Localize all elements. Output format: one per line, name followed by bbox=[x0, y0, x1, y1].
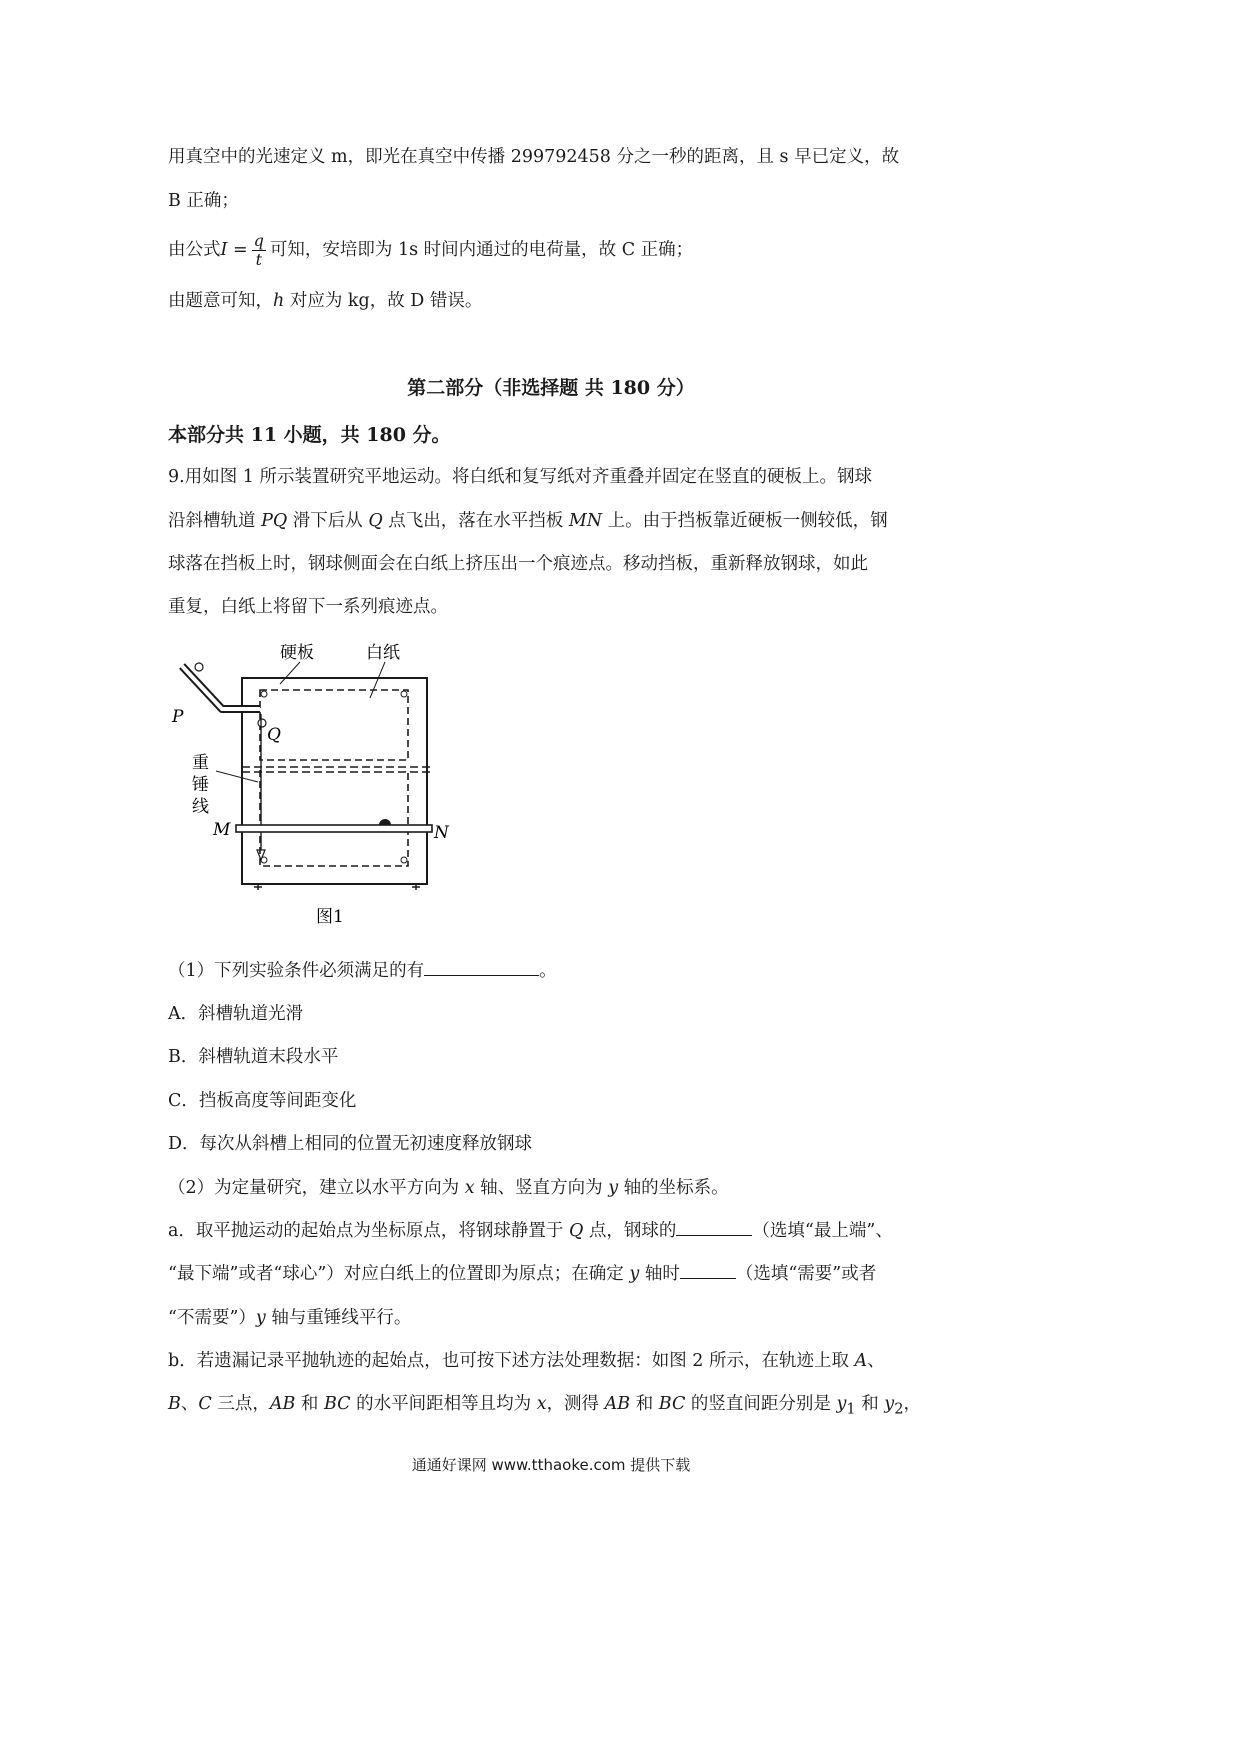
board-pointer bbox=[280, 662, 300, 684]
plumb-pointer bbox=[216, 771, 258, 782]
text: 和 bbox=[630, 1394, 659, 1414]
plumb-bob-icon bbox=[257, 850, 265, 860]
var: Q bbox=[368, 511, 383, 531]
text: （1）下列实验条件必须满足的有 bbox=[168, 961, 425, 981]
text: （2）为定量研究，建立以水平方向为 bbox=[168, 1178, 465, 1198]
text: 、 bbox=[180, 1394, 199, 1414]
numerator: q bbox=[253, 231, 264, 250]
fraction bbox=[252, 232, 266, 269]
label-xian: 线 bbox=[192, 797, 209, 817]
text: ，测得 bbox=[546, 1394, 605, 1414]
text: 点飞出，落在水平挡板 bbox=[382, 511, 569, 531]
text: = bbox=[227, 240, 248, 260]
text: “最下端”或者“球心”）对应白纸上的位置即为原点；在确定 bbox=[168, 1264, 630, 1284]
ball-on-baffle-icon bbox=[379, 819, 391, 825]
ball-exit-icon bbox=[258, 719, 266, 727]
ball-start-icon bbox=[195, 663, 203, 671]
text: （选填“需要”或者 bbox=[735, 1264, 877, 1284]
subscript: 2 bbox=[894, 1400, 904, 1418]
paper-pointer bbox=[370, 662, 385, 698]
text: 三点， bbox=[211, 1394, 270, 1414]
q9-line-3: 球落在挡板上时，钢球侧面会在白纸上挤压出一个痕迹点。移动挡板，重新释放钢球，如此 bbox=[168, 554, 868, 574]
text: 由题意可知， bbox=[168, 291, 273, 311]
track-pq bbox=[182, 666, 260, 709]
text: a．取平抛运动的起始点为坐标原点，将钢球静置于 bbox=[168, 1221, 569, 1241]
sub2-a-line-3 bbox=[168, 1306, 411, 1330]
var: AB bbox=[269, 1394, 296, 1414]
footer-credit: 通通好课网 www.tthaoke.com 提供下载 bbox=[411, 1456, 691, 1474]
subscript: 1 bbox=[846, 1400, 856, 1418]
option-a: A．斜槽轨道光滑 bbox=[168, 1004, 304, 1024]
answer-line-4 bbox=[168, 289, 482, 313]
sub2-a-line-2 bbox=[168, 1262, 876, 1286]
text: 沿斜槽轨道 bbox=[168, 511, 262, 531]
text: 的水平间距相等且均为 bbox=[350, 1394, 537, 1414]
var: Q bbox=[569, 1221, 584, 1241]
var: MN bbox=[568, 511, 603, 531]
text: ， bbox=[903, 1394, 921, 1414]
var: x bbox=[464, 1178, 475, 1198]
option-c: C．挡板高度等间距变化 bbox=[168, 1091, 357, 1111]
paper-outline bbox=[260, 690, 408, 760]
var: y bbox=[608, 1178, 619, 1198]
text: 轴与重锤线平行。 bbox=[265, 1308, 412, 1328]
text: 可知，安培即为 1s 时间内通过的电荷量，故 C 正确； bbox=[269, 240, 694, 260]
text: 滑下后从 bbox=[287, 511, 369, 531]
var: B bbox=[168, 1394, 181, 1414]
figure-caption: 图1 bbox=[316, 907, 344, 927]
baffle-mn bbox=[236, 825, 432, 832]
answer-line-3 bbox=[168, 232, 693, 269]
label-n: N bbox=[434, 823, 449, 843]
text: 上。由于挡板靠近硬板一侧较低，钢 bbox=[602, 511, 888, 531]
text: 由公式 bbox=[168, 240, 221, 260]
var: A bbox=[854, 1351, 868, 1371]
label-p: P bbox=[172, 707, 184, 727]
text: “不需要”） bbox=[168, 1308, 256, 1328]
answer-blank[interactable] bbox=[424, 959, 539, 976]
answer-line-1: 用真空中的光速定义 m，即光在真空中传播 299792458 分之一秒的距离，且 s 早已定义，故 bbox=[168, 147, 900, 167]
denominator: t bbox=[255, 250, 262, 269]
label-zhong: 重 bbox=[192, 753, 209, 773]
paper-lower-outline bbox=[260, 770, 408, 866]
text: 和 bbox=[855, 1394, 885, 1414]
sub2-b-line-2 bbox=[168, 1392, 921, 1422]
var: AB bbox=[604, 1394, 631, 1414]
text: 和 bbox=[295, 1394, 324, 1414]
answer-line-2: B 正确； bbox=[168, 191, 239, 211]
section-subtitle: 本部分共 11 小题，共 180 分。 bbox=[168, 424, 451, 446]
var: BC bbox=[658, 1394, 686, 1414]
formula-var: h bbox=[273, 291, 285, 311]
var: y bbox=[255, 1308, 266, 1328]
var: BC bbox=[323, 1394, 351, 1414]
label-m: M bbox=[213, 820, 231, 840]
q9-line-1: 9.用如图 1 所示装置研究平地运动。将白纸和复写纸对齐重叠并固定在竖直的硬板上。钢球 bbox=[168, 467, 872, 487]
section-title: 第二部分（非选择题 共 180 分） bbox=[407, 377, 695, 399]
label-paper: 白纸 bbox=[366, 643, 400, 663]
text: 轴的坐标系。 bbox=[618, 1178, 729, 1198]
var: PQ bbox=[261, 511, 288, 531]
text: 对应为 kg，故 D 错误。 bbox=[284, 291, 483, 311]
var: y bbox=[884, 1394, 895, 1414]
q9-line-4: 重复，白纸上将留下一系列痕迹点。 bbox=[168, 597, 448, 617]
text: 点，钢球的 bbox=[583, 1221, 677, 1241]
pin-icon bbox=[401, 857, 407, 863]
var: y bbox=[629, 1264, 640, 1284]
q9-line-2 bbox=[168, 509, 888, 533]
formula-var: I bbox=[220, 240, 228, 260]
label-board: 硬板 bbox=[280, 643, 314, 663]
var: C bbox=[198, 1394, 212, 1414]
sub1-stem bbox=[168, 959, 557, 983]
pin-icon bbox=[261, 691, 267, 697]
text: 轴时 bbox=[639, 1264, 680, 1284]
label-chui: 锤 bbox=[192, 775, 209, 795]
answer-blank[interactable] bbox=[676, 1219, 752, 1236]
text: 轴、竖直方向为 bbox=[474, 1178, 609, 1198]
label-q: Q bbox=[267, 725, 281, 745]
text: （选填“最上端”、 bbox=[752, 1221, 893, 1241]
board bbox=[242, 678, 427, 884]
text: 、 bbox=[867, 1351, 885, 1371]
var: y bbox=[836, 1394, 847, 1414]
sub2-stem bbox=[168, 1176, 729, 1200]
option-d: D．每次从斜槽上相同的位置无初速度释放钢球 bbox=[168, 1134, 533, 1154]
option-b: B．斜槽轨道末段水平 bbox=[168, 1047, 339, 1067]
var: x bbox=[536, 1394, 547, 1414]
figure-1 bbox=[160, 632, 460, 932]
text: 的竖直间距分别是 bbox=[685, 1394, 837, 1414]
pin-icon bbox=[401, 691, 407, 697]
answer-blank[interactable] bbox=[680, 1262, 736, 1279]
text: b．若遗漏记录平抛轨迹的起始点，也可按下述方法处理数据：如图 2 所示，在轨迹上取 bbox=[168, 1351, 855, 1371]
text: 。 bbox=[539, 961, 557, 981]
sub2-a-line-1 bbox=[168, 1219, 893, 1243]
sub2-b-line-1 bbox=[168, 1349, 885, 1373]
